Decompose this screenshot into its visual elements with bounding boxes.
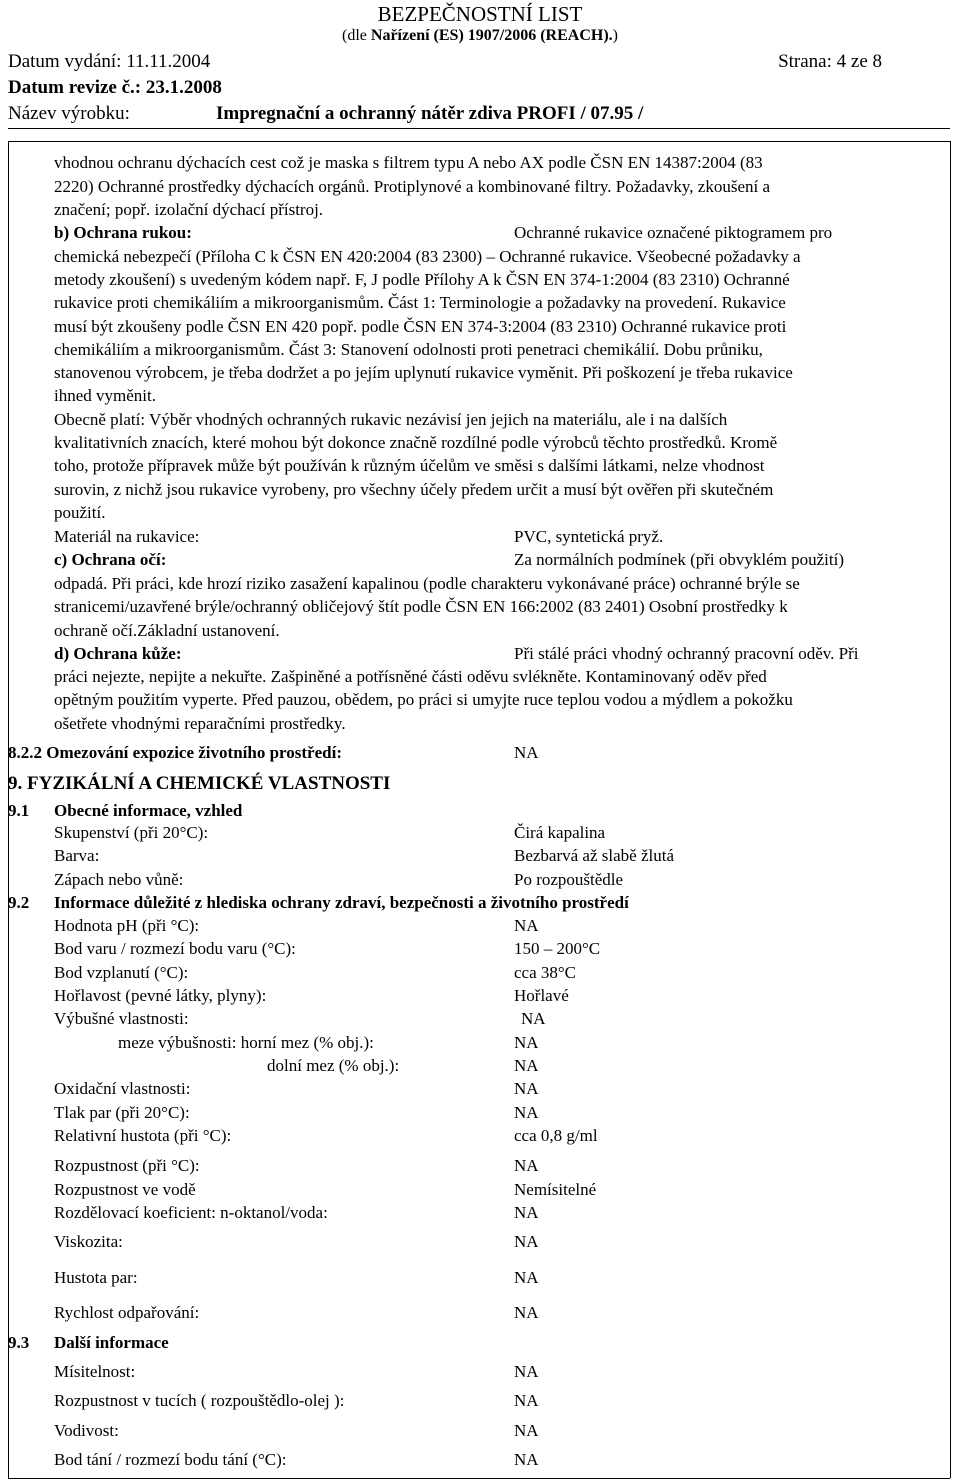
property-value: NA bbox=[514, 1391, 539, 1410]
property-label: Hodnota pH (při °C): bbox=[54, 916, 200, 935]
text-line: stranicemi/uzavřené brýle/ochranný obličejový štít podle ČSN EN 166:2002 (83 2401) Osobní prostředky k bbox=[54, 597, 788, 616]
subtitle-regulation: Nařízení (ES) 1907/2006 (REACH). bbox=[370, 27, 613, 44]
property-label: Bod tání / rozmezí bodu tání (°C): bbox=[54, 1450, 287, 1469]
frame-top bbox=[8, 141, 950, 142]
text-line: metody zkoušení) s uvedeným kódem např. F, J podle Přílohy A k ČSN EN 374-1:2004 (83 2310) Ochranné bbox=[54, 270, 790, 289]
text-line: chemikáliím a mikroorganismům. Část 3: Stanovení odolnosti proti penetraci chemikálií. Dobu průniku, bbox=[54, 340, 763, 359]
product-label: Název výrobku: bbox=[8, 103, 130, 124]
property-label: Hustota par: bbox=[54, 1268, 138, 1287]
text-line: toho, protože přípravek může být používán k různým účelům ve směsi s dalšími látkami, nelze vhodnost bbox=[54, 456, 765, 475]
subtitle-pre: (dle bbox=[342, 27, 371, 44]
property-label: Bod varu / rozmezí bodu varu (°C): bbox=[54, 939, 296, 958]
text-line: chemická nebezpečí (Příloha C k ČSN EN 420:2004 (83 2300) – Ochranné rukavice. Všeobecné požadavky a bbox=[54, 247, 801, 266]
property-label: Skupenství (při 20°C): bbox=[54, 823, 209, 842]
property-value: NA bbox=[514, 1268, 539, 1287]
property-value: NA bbox=[514, 1033, 539, 1052]
regulation-subtitle bbox=[0, 26, 960, 46]
property-value: cca 38°C bbox=[514, 963, 577, 982]
property-value: NA bbox=[514, 1232, 539, 1251]
frame-bottom bbox=[8, 1478, 950, 1479]
section-9-title: 9. FYZIKÁLNÍ A CHEMICKÉ VLASTNOSTI bbox=[8, 773, 391, 794]
document-title: BEZPEČNOSTNÍ LIST bbox=[377, 2, 583, 26]
property-label: Rozpustnost ve vodě bbox=[54, 1180, 196, 1199]
property-label: Mísitelnost: bbox=[54, 1362, 136, 1381]
property-label: Bod vzplanutí (°C): bbox=[54, 963, 189, 982]
page-number: Strana: 4 ze 8 bbox=[778, 51, 882, 72]
property-label: Barva: bbox=[54, 846, 100, 865]
text-line: kvalitativních znacích, které mohou být dokonce značně rozdílné podle výrobců těchto prostředků. Kromě bbox=[54, 433, 778, 452]
eye-protection-value: Za normálních podmínek (při obvyklém použití) bbox=[514, 550, 845, 569]
text-line: stanovenou výrobcem, je třeba dodržet a po jejím uplynutí rukavice vyměnit. Při poškození je třeba rukavice bbox=[54, 363, 793, 382]
section-9-2-number: 9.2 bbox=[8, 893, 30, 912]
section-9-1-number: 9.1 bbox=[8, 801, 30, 820]
skin-protection-value: Při stálé práci vhodný ochranný pracovní oděv. Při bbox=[514, 644, 859, 663]
text-line: Obecně platí: Výběr vhodných ochranných rukavic nezávisí jen jejich na materiálu, ale i na dalších bbox=[54, 410, 728, 429]
text-line: ochraně očí.Základní ustanovení. bbox=[54, 621, 280, 640]
property-value: Čirá kapalina bbox=[514, 823, 606, 842]
skin-protection-label: d) Ochrana kůže: bbox=[54, 644, 182, 663]
section-9-1-title: Obecné informace, vzhled bbox=[54, 801, 243, 820]
property-label: Výbušné vlastnosti: bbox=[54, 1009, 189, 1028]
issue-date: Datum vydání: 11.11.2004 bbox=[8, 51, 211, 72]
text-line: musí být zkoušeny podle ČSN EN 420 popř. podle ČSN EN 374-3:2004 (83 2310) Ochranné rukavice proti bbox=[54, 317, 787, 336]
property-value: NA bbox=[521, 1009, 546, 1028]
glove-material-value: PVC, syntetická pryž. bbox=[514, 527, 664, 546]
section-9-3-title: Další informace bbox=[54, 1333, 169, 1352]
property-value: NA bbox=[514, 1079, 539, 1098]
property-value: Bezbarvá až slabě žlutá bbox=[514, 846, 674, 865]
property-value: NA bbox=[514, 1421, 539, 1440]
property-value: NA bbox=[514, 1056, 539, 1075]
text-line: ihned vyměnit. bbox=[54, 386, 156, 405]
text-line: značení; popř. izolační dýchací přístroj. bbox=[54, 200, 324, 219]
property-label: Rozdělovací koeficient: n-oktanol/voda: bbox=[54, 1203, 328, 1222]
property-label: Relativní hustota (při °C): bbox=[54, 1126, 232, 1145]
text-line: 2220) Ochranné prostředky dýchacích orgánů. Protiplynové a kombinované filtry. Požadavky, zkoušení a bbox=[54, 177, 771, 196]
subtitle-post: ) bbox=[612, 27, 618, 44]
text-line: ošetřete vhodnými reparačními prostředky. bbox=[54, 714, 346, 733]
property-label: Hořlavost (pevné látky, plyny): bbox=[54, 986, 267, 1005]
property-value: NA bbox=[514, 1203, 539, 1222]
property-value: cca 0,8 g/ml bbox=[514, 1126, 598, 1145]
property-label: Vodivost: bbox=[54, 1421, 119, 1440]
property-label: Oxidační vlastnosti: bbox=[54, 1079, 191, 1098]
property-value: Po rozpouštědle bbox=[514, 870, 624, 889]
section-9-2-title: Informace důležité z hlediska ochrany zdraví, bezpečnosti a životního prostředí bbox=[54, 893, 629, 912]
hand-protection-label: b) Ochrana rukou: bbox=[54, 223, 192, 242]
header-divider bbox=[8, 128, 950, 129]
text-line: rukavice proti chemikáliím a mikroorganismům. Část 1: Terminologie a požadavky na provedení. Rukavice bbox=[54, 293, 786, 312]
environment-exposure-value: NA bbox=[514, 743, 539, 762]
property-value: NA bbox=[514, 1450, 539, 1469]
property-value: NA bbox=[514, 1156, 539, 1175]
property-value: NA bbox=[514, 1303, 539, 1322]
text-line: opětným použitím vyperte. Před pauzou, obědem, po práci si umyjte ruce teplou vodou a mýdlem a pokožku bbox=[54, 690, 793, 709]
property-label: Viskozita: bbox=[54, 1232, 123, 1251]
property-value: Nemísitelné bbox=[514, 1180, 597, 1199]
text-line: práci nejezte, nepijte a nekuřte. Zašpiněné a potřísněné části oděvu svlékněte. Kontaminovaný oděv před bbox=[54, 667, 767, 686]
frame-right bbox=[950, 141, 951, 1478]
property-label: Tlak par (při 20°C): bbox=[54, 1103, 190, 1122]
property-label: dolní mez (% obj.): bbox=[267, 1056, 400, 1075]
property-value: 150 – 200°C bbox=[514, 939, 601, 958]
glove-material-label: Materiál na rukavice: bbox=[54, 527, 200, 546]
text-line: odpadá. Při práci, kde hrozí riziko zasažení kapalinou (podle charakteru vykonávané práce) ochranné brýle se bbox=[54, 574, 800, 593]
property-label: Zápach nebo vůně: bbox=[54, 870, 184, 889]
property-label: Rozpustnost (při °C): bbox=[54, 1156, 200, 1175]
property-value: NA bbox=[514, 1362, 539, 1381]
property-value: NA bbox=[514, 1103, 539, 1122]
text-line: použití. bbox=[54, 503, 106, 522]
environment-exposure-label: 8.2.2 Omezování expozice životního prostředí: bbox=[8, 743, 342, 762]
text-line: vhodnou ochranu dýchacích cest což je maska s filtrem typu A nebo AX podle ČSN EN 14387:2004 (83 bbox=[54, 153, 763, 172]
property-label: meze výbušnosti: horní mez (% obj.): bbox=[118, 1033, 374, 1052]
section-9-3-number: 9.3 bbox=[8, 1333, 30, 1352]
property-label: Rychlost odpařování: bbox=[54, 1303, 200, 1322]
property-value: Hořlavé bbox=[514, 986, 569, 1005]
property-value: NA bbox=[514, 916, 539, 935]
revision-date: Datum revize č.: 23.1.2008 bbox=[8, 77, 222, 98]
product-name: Impregnační a ochranný nátěr zdiva PROFI / 07.95 / bbox=[216, 103, 644, 124]
property-label: Rozpustnost v tucích ( rozpouštědlo-olej ): bbox=[54, 1391, 345, 1410]
hand-protection-value: Ochranné rukavice označené piktogramem pro bbox=[514, 223, 833, 242]
text-line: surovin, z nichž jsou rukavice vyrobeny, pro všechny účely předem určit a musí být ověřen při skutečném bbox=[54, 480, 774, 499]
eye-protection-label: c) Ochrana očí: bbox=[54, 550, 167, 569]
